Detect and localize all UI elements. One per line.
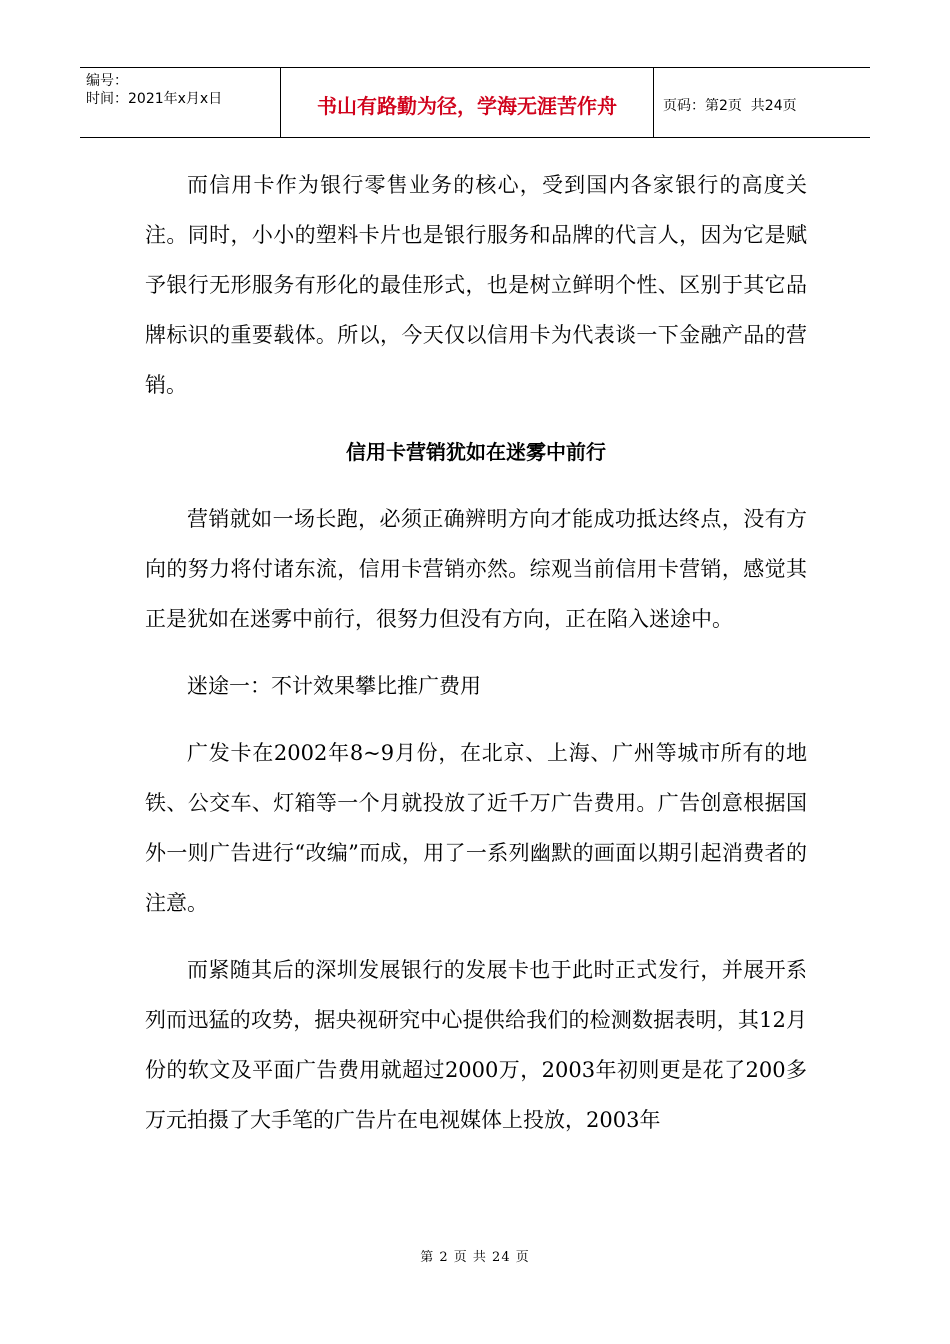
number-label: 编号： bbox=[86, 73, 128, 89]
paragraph-4: 广发卡在2002年8~9月份，在北京、上海、广州等城市所有的地铁、公交车、灯箱等一个月就投放了近千万广告费用。广告创意根据国外一则广告进行“改编”而成，用了一系列幽默的画面以期引起消费者的注意。 bbox=[145, 741, 807, 915]
header-page-info: 页码：第2页 共24页 bbox=[663, 97, 797, 114]
section-heading: 信用卡营销犹如在迷雾中前行 bbox=[346, 440, 606, 464]
paragraph-3: 迷途一：不计效果攀比推广费用 bbox=[187, 674, 481, 698]
header-meta bbox=[80, 68, 281, 137]
document-body bbox=[145, 160, 807, 1145]
paragraph-5: 而紧随其后的深圳发展银行的发展卡也于此时正式发行，并展开系列而迅猛的攻势，据央视研究中心提供给我们的检测数据表明，其12月份的软文及平面广告费用就超过2000万，2003年初则更是花了200多万元拍摄了大手笔的广告片在电视媒体上投放，2003年 bbox=[145, 958, 807, 1132]
header-motto: 书山有路勤为径，学海无涯苦作舟 bbox=[281, 68, 654, 137]
paragraph-2: 营销就如一场长跑，必须正确辨明方向才能成功抵达终点，没有方向的努力将付诸东流，信用卡营销亦然。综观当前信用卡营销，感觉其正是犹如在迷雾中前行，很努力但没有方向，正在陷入迷途中。 bbox=[145, 507, 807, 631]
page-footer: 第 2 页 共 24 页 bbox=[420, 1250, 530, 1265]
page-header bbox=[80, 67, 870, 138]
time-label: 时间：2021年x月x日 bbox=[86, 91, 223, 107]
paragraph-1: 而信用卡作为银行零售业务的核心，受到国内各家银行的高度关注。同时，小小的塑料卡片也是银行服务和品牌的代言人，因为它是赋予银行无形服务有形化的最佳形式，也是树立鲜明个性、区别于其它品牌标识的重要载体。所以，今天仅以信用卡为代表谈一下金融产品的营销。 bbox=[145, 173, 807, 397]
